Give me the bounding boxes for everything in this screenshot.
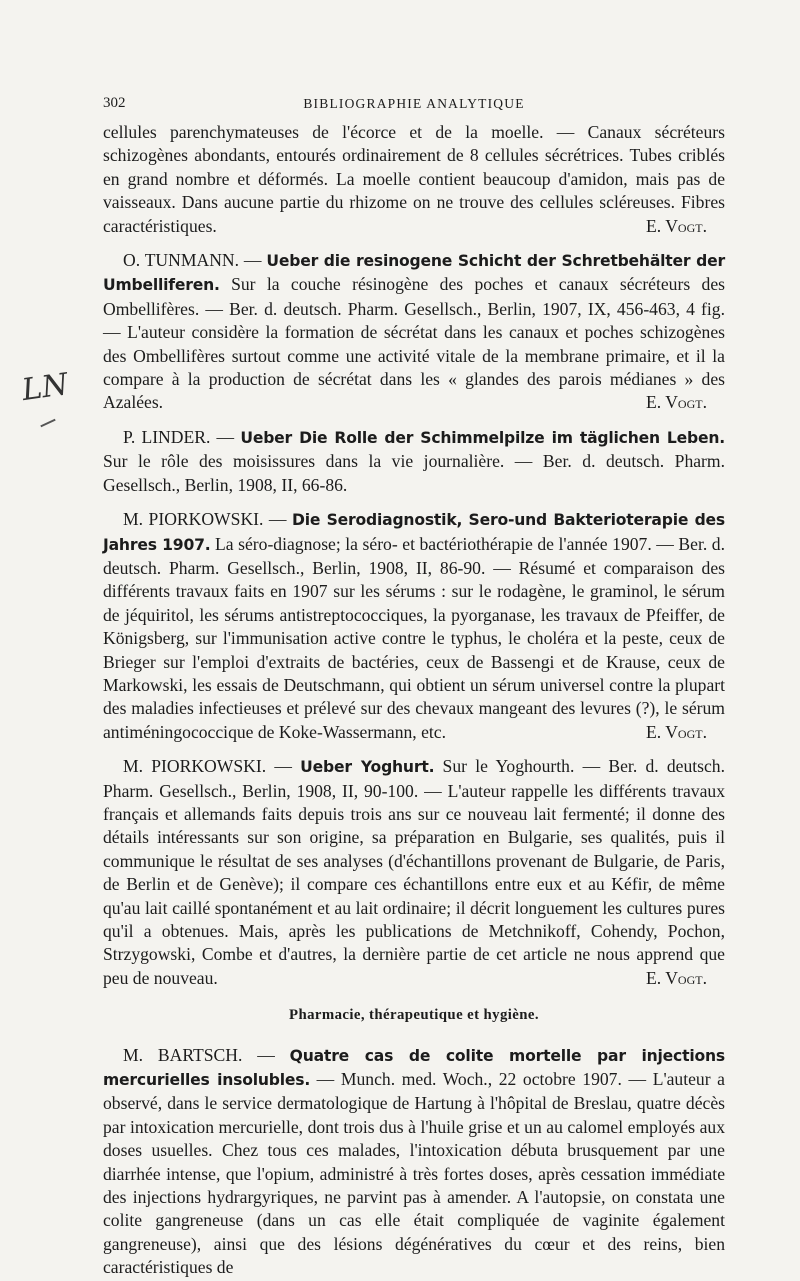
page-number: 302 [103, 95, 126, 111]
entry-body: La séro-diagnose; la séro- et bactériothérapie de l'année 1907. — Ber. d. deutsch. Pharm. Gesellsch., Berlin, 1908, II, 86-90. — Résumé et comparaison des différents travaux faits en 1907 sur les sérums : sur le rodagène, le graminol, le sérum de jéquiritol, les sérums antistreptococciques, la pyorganase, les travaux de Pfeiffer, de Königsberg, sur l'immunisation active contre le typhus, le choléra et la peste, ceux de Brieger sur l'emploi d'extraits de bactéries, ceux de Bassengi et de Krause, ceux de Markowski, les essais de Deutschmann, qui obtient un sérum universel contre la plupart des maladies infectieuses et prélevé sur des chevaux mangeant des levures (?), le sérum antiméningococcique de Koke-Wassermann, etc. [103, 533, 726, 742]
entry-piorkowski-yoghurt [103, 755, 725, 990]
entry-title: Ueber die resinogene Schicht der Schretbehälter der Umbelliferen. [103, 252, 725, 295]
entry-signature: E. Vogt. [646, 967, 707, 988]
running-head [103, 92, 725, 114]
entry-bartsch [103, 1044, 725, 1280]
entry-author: O. TUNMANN. — [123, 250, 267, 271]
entry-piorkowski-serodiagnostik [103, 508, 725, 744]
entry-author: P. LINDER. — [123, 426, 241, 447]
margin-pencil-mark [40, 419, 55, 428]
entry-title: Ueber Yoghurt. [300, 758, 435, 777]
section-heading: Pharmacie, thérapeutique et hygiène. [289, 1007, 539, 1024]
entry-author: M. PIORKOWSKI. — [123, 509, 293, 530]
entry-author: M. PIORKOWSKI. — [123, 756, 301, 777]
entry-linder [103, 426, 725, 497]
intro-paragraph [103, 121, 725, 238]
entry-signature: E. Vogt. [646, 721, 707, 742]
entry-signature: E. Vogt. [646, 392, 707, 413]
entry-body: Sur le rôle des moisissures dans la vie journalière. — Ber. d. deutsch. Pharm. Gesellsch., Berlin, 1908, II, 66-86. [103, 451, 725, 495]
intro-text: cellules parenchymateuses de l'écorce et de la moelle. — Canaux sécréteurs schizogènes abondants, entourés ordinairement de 8 cellules sécrétrices. Tubes criblés en grand nombre et déformés. La moelle contient beaucoup d'amidon, mais pas de vaisseaux. Dans aucune partie du rhizome on ne trouve des cellules scléreuses. Fibres caractéristiques. [103, 122, 725, 236]
page-content [103, 92, 725, 1280]
entry-body: — Munch. med. Woch., 22 octobre 1907. — L'auteur a observé, dans le service dermatologique de Hartung à l'hôpital de Breslau, quatre décès par intoxication mercurielle, dont trois dus à l'huile grise et un au calomel employés aux doses usuelles. Chez tous ces malades, l'intoxication débuta brusquement par une diarrhée intense, que l'opium, administré à très fortes doses, après cessation immédiate des injections hydrargyriques, ne parvint pas à amender. A l'autopsie, on constata une colite gangreneuse (dans un cas elle était compliquée de vaginite également gangreneuse), ainsi que des lésions dégénératives du cœur et des reins, bien caractéristiques de [103, 1069, 725, 1278]
entry-title: Die Serodiagnostik, Sero-und Bakterioterapie des Jahres 1907. [103, 511, 725, 554]
entry-author: M. BARTSCH. — [123, 1044, 290, 1065]
handwritten-margin-note: LN [19, 366, 71, 409]
entry-title: Ueber Die Rolle der Schimmelpilze im täglichen Leben. [240, 428, 725, 447]
intro-signature: E. Vogt. [646, 215, 707, 236]
running-title: BIBLIOGRAPHIE ANALYTIQUE [303, 96, 525, 111]
entry-body: Sur la couche résinogène des poches et canaux sécréteurs des Ombellifères. — Ber. d. deutsch. Pharm. Gesellsch., Berlin, 1907, IX, 456-463, 4 fig. — L'auteur considère la formation de sécrétat dans les canaux et poches schizogènes des Ombellifères surtout comme une activité vitale de la membrane primaire, et il la compare à la production de sécrétat dans les « glandes des parois médianes » des Azalées. [103, 274, 725, 413]
entry-body: Sur le Yoghourth. — Ber. d. deutsch. Pharm. Gesellsch., Berlin, 1908, II, 90-100. — L'auteur rappelle les différents travaux français et allemands faits depuis trois ans sur ce nouveau lait fermenté; il donne des détails intéressants sur son origine, sa préparation en Bulgarie, ses qualités, puis il communique le résultat de ses analyses (d'échantillons provenant de Bulgarie, de Paris, de Berlin et de Genève); il compare ces échantillons entre eux et au Kéfir, de même qu'au lait caillé spontanément et au lait ordinaire; il décrit longuement les cultures pures qu'il a obtenues. Mais, après les publications de Metchnikoff, Cohendy, Pochon, Strzygowski, Combe et d'autres, la dernière partie de cet article ne nous apprend que peu de nouveau. [103, 756, 726, 988]
entry-title: Quatre cas de colite mortelle par injections mercurielles insolubles. [103, 1046, 725, 1090]
entry-tunmann [103, 249, 725, 415]
